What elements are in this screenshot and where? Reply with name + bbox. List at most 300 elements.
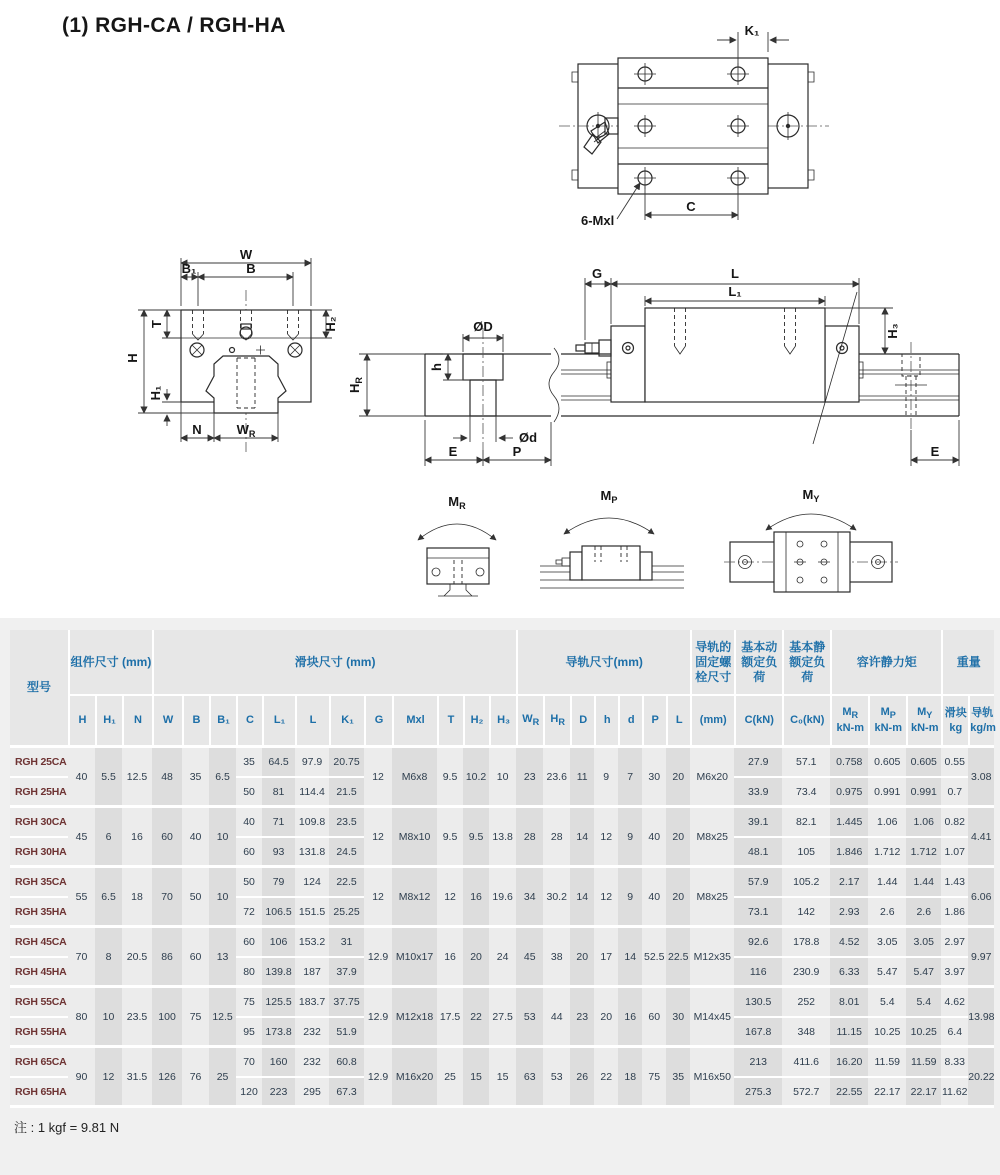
cell-t: 12 (437, 868, 463, 928)
cell-l1: 106.5 (262, 898, 295, 928)
label-w: W (239, 247, 253, 262)
col-rail-p: P (642, 696, 666, 748)
group-block: 滑块尺寸 (mm) (152, 630, 516, 696)
my-symbol: $M_Y$ (917, 705, 933, 720)
cell-p: 52.5 (642, 928, 666, 988)
label-hr: $H_R$ (347, 377, 364, 393)
label-wr: $W_R$ (236, 422, 256, 439)
cell-c_kn: 213 (734, 1048, 782, 1078)
cell-n: 23.5 (122, 988, 152, 1048)
col-rail-l: L (666, 696, 690, 748)
col-c-kn: C(kN) (734, 696, 782, 748)
cell-model: RGH 35HA (10, 898, 68, 928)
cell-w: 86 (152, 928, 182, 988)
col-n: N (122, 696, 152, 748)
cell-c0_kn: 105 (782, 838, 830, 868)
cell-p: 40 (642, 868, 666, 928)
cell-c: 40 (236, 808, 262, 838)
cell-c0_kn: 57.1 (782, 748, 830, 778)
cell-h: 45 (68, 808, 95, 868)
cell-h: 40 (68, 748, 95, 808)
cell-l1: 139.8 (262, 958, 295, 988)
cell-h: 9 (594, 748, 618, 808)
cell-l: 295 (295, 1078, 329, 1108)
cell-c: 80 (236, 958, 262, 988)
cell-d: 26 (570, 1048, 594, 1108)
label-l: L (731, 266, 739, 281)
cell-rail_kg: 9.97 (968, 928, 994, 988)
cell-p: 30 (642, 748, 666, 808)
cell-l1: 93 (262, 838, 295, 868)
cell-mr: 1.846 (830, 838, 868, 868)
cell-model: RGH 45HA (10, 958, 68, 988)
rail-weight-label: 导轨 (971, 706, 994, 719)
cell-n: 16 (122, 808, 152, 868)
cell-wr: 45 (516, 928, 543, 988)
col-b1: B₁ (209, 696, 236, 748)
dim-b-b1 (181, 261, 293, 306)
cell-c0_kn: 411.6 (782, 1048, 830, 1078)
dim-od-small (453, 416, 537, 445)
label-od2: Ød (519, 430, 538, 445)
col-mxl: Mxl (392, 696, 437, 748)
cell-wr: 63 (516, 1048, 543, 1108)
cell-h: 55 (68, 868, 95, 928)
table-row (10, 1048, 994, 1078)
col-h1: H₁ (95, 696, 122, 748)
cell-hr: 38 (543, 928, 570, 988)
cell-l: 20 (666, 868, 690, 928)
cell-my: 2.6 (906, 898, 941, 928)
cell-k1: 51.9 (329, 1018, 364, 1048)
cell-mr: 1.445 (830, 808, 868, 838)
cell-mp: 2.6 (868, 898, 906, 928)
cell-p: 60 (642, 988, 666, 1048)
cell-mxl: M12x18 (392, 988, 437, 1048)
cell-wr: 53 (516, 988, 543, 1048)
cell-t: 9.5 (437, 748, 463, 808)
cell-t: 16 (437, 928, 463, 988)
cell-c: 60 (236, 838, 262, 868)
cell-model: RGH 45CA (10, 928, 68, 958)
label-6mxl: 6-Mxl (581, 213, 615, 228)
group-rail: 导轨尺寸(mm) (516, 630, 690, 696)
cell-mp: 22.17 (868, 1078, 906, 1108)
side-view-diagram (345, 244, 977, 484)
cell-h1: 8 (95, 928, 122, 988)
cell-c: 72 (236, 898, 262, 928)
cell-g: 12.9 (364, 1048, 392, 1108)
cell-mp: 5.4 (868, 988, 906, 1018)
rail-weight-unit: kg/m (970, 721, 996, 734)
cell-h: 70 (68, 928, 95, 988)
cell-my: 1.06 (906, 808, 941, 838)
cell-h1: 6 (95, 808, 122, 868)
dim-e-right (911, 420, 959, 466)
cell-n: 12.5 (122, 748, 152, 808)
col-mr (830, 696, 868, 748)
cell-h3: 19.6 (489, 868, 516, 928)
cell-p: 75 (642, 1048, 666, 1108)
cell-c: 70 (236, 1048, 262, 1078)
moment-diagrams (400, 484, 960, 612)
cell-c_kn: 27.9 (734, 748, 782, 778)
cell-k1: 20.75 (329, 748, 364, 778)
cell-l1: 125.5 (262, 988, 295, 1018)
col-rail-d2: d (618, 696, 642, 748)
col-my (906, 696, 941, 748)
moment-mp (540, 488, 684, 588)
cell-t: 25 (437, 1048, 463, 1108)
cell-l: 20 (666, 748, 690, 808)
col-l: L (295, 696, 329, 748)
cell-c: 50 (236, 868, 262, 898)
cell-mr: 2.93 (830, 898, 868, 928)
cell-c0_kn: 572.7 (782, 1078, 830, 1108)
cell-h3: 24 (489, 928, 516, 988)
cell-g: 12.9 (364, 988, 392, 1048)
cell-c: 95 (236, 1018, 262, 1048)
cell-model: RGH 65CA (10, 1048, 68, 1078)
group-bolt: 导轨的固定螺栓尺寸 (690, 630, 734, 696)
cell-k1: 24.5 (329, 838, 364, 868)
cell-g: 12 (364, 748, 392, 808)
cell-c_kn: 57.9 (734, 868, 782, 898)
cell-mr: 6.33 (830, 958, 868, 988)
cell-l: 187 (295, 958, 329, 988)
block-weight-label: 滑块 (944, 706, 967, 719)
cell-bolt: M8x25 (690, 808, 734, 868)
cell-l: 97.9 (295, 748, 329, 778)
cell-p: 40 (642, 808, 666, 868)
group-assembly: 组件尺寸 (mm) (68, 630, 152, 696)
cell-mp: 10.25 (868, 1018, 906, 1048)
cell-d: 16 (618, 988, 642, 1048)
col-h: H (68, 696, 95, 748)
cell-mp: 1.712 (868, 838, 906, 868)
cell-rail_kg: 20.22 (968, 1048, 994, 1108)
cell-d: 9 (618, 808, 642, 868)
cell-k1: 60.8 (329, 1048, 364, 1078)
dim-t (149, 310, 181, 338)
cell-model: RGH 25CA (10, 748, 68, 778)
cell-l: 183.7 (295, 988, 329, 1018)
table-row (10, 868, 994, 898)
rail-cross-section (206, 356, 286, 413)
dim-h-small (429, 354, 470, 380)
cell-my: 5.4 (906, 988, 941, 1018)
cell-model: RGH 35CA (10, 868, 68, 898)
rail-hole-side (895, 342, 927, 430)
cell-my: 1.44 (906, 868, 941, 898)
cell-h1: 5.5 (95, 748, 122, 808)
mp-symbol: $M_P$ (880, 705, 896, 720)
cell-b: 60 (182, 928, 209, 988)
cell-n: 18 (122, 868, 152, 928)
cell-k1: 37.75 (329, 988, 364, 1018)
cell-c: 75 (236, 988, 262, 1018)
cell-b: 50 (182, 868, 209, 928)
cell-mxl: M8x12 (392, 868, 437, 928)
cell-mr: 0.975 (830, 778, 868, 808)
dim-hr (347, 354, 425, 416)
cell-b1: 25 (209, 1048, 236, 1108)
cell-h: 20 (594, 988, 618, 1048)
cell-b1: 13 (209, 928, 236, 988)
cell-l1: 81 (262, 778, 295, 808)
cell-mr: 8.01 (830, 988, 868, 1018)
cell-hr: 44 (543, 988, 570, 1048)
cell-w: 100 (152, 988, 182, 1048)
cell-mxl: M8x10 (392, 808, 437, 868)
mr-symbol: $M_R$ (842, 705, 859, 720)
cell-bolt: M8x25 (690, 868, 734, 928)
cell-l: 114.4 (295, 778, 329, 808)
cell-n: 31.5 (122, 1048, 152, 1108)
label-mr: $M_R$ (448, 494, 466, 511)
label-od: ØD (473, 319, 493, 334)
cell-bolt: M12x35 (690, 928, 734, 988)
cell-my: 10.25 (906, 1018, 941, 1048)
cell-c0_kn: 252 (782, 988, 830, 1018)
cell-kg: 8.33 (941, 1048, 968, 1078)
block-side-view (576, 308, 863, 402)
cell-mp: 11.59 (868, 1048, 906, 1078)
cell-k1: 31 (329, 928, 364, 958)
cell-d: 23 (570, 988, 594, 1048)
cell-l: 124 (295, 868, 329, 898)
cell-bolt: M6x20 (690, 748, 734, 808)
rail-section-detail (425, 348, 559, 422)
cell-c: 35 (236, 748, 262, 778)
cell-b1: 10 (209, 868, 236, 928)
cell-d: 14 (618, 928, 642, 988)
cell-c_kn: 33.9 (734, 778, 782, 808)
table-row (10, 988, 994, 1018)
cell-model: RGH 30CA (10, 808, 68, 838)
mp-unit: kN-m (874, 722, 902, 735)
cell-mp: 5.47 (868, 958, 906, 988)
cell-k1: 37.9 (329, 958, 364, 988)
cell-kg: 1.07 (941, 838, 968, 868)
cell-hr: 30.2 (543, 868, 570, 928)
cell-rail_kg: 13.98 (968, 988, 994, 1048)
cell-l: 131.8 (295, 838, 329, 868)
cell-kg: 11.62 (941, 1078, 968, 1108)
cell-h: 12 (594, 808, 618, 868)
cell-c_kn: 167.8 (734, 1018, 782, 1048)
label-p: P (512, 444, 522, 459)
cell-l1: 160 (262, 1048, 295, 1078)
cell-wr: 28 (516, 808, 543, 868)
cell-c_kn: 92.6 (734, 928, 782, 958)
cell-c: 120 (236, 1078, 262, 1108)
cell-bolt: M14x45 (690, 988, 734, 1048)
table-row (10, 928, 994, 958)
cell-mr: 16.20 (830, 1048, 868, 1078)
cell-kg: 6.4 (941, 1018, 968, 1048)
cell-c: 50 (236, 778, 262, 808)
label-h2: H₂ (323, 316, 338, 332)
cell-c_kn: 73.1 (734, 898, 782, 928)
dim-h2 (311, 310, 338, 338)
cell-mp: 1.44 (868, 868, 906, 898)
label-mp: $M_P$ (600, 488, 618, 505)
cell-h: 90 (68, 1048, 95, 1108)
label-b: B (246, 261, 256, 276)
cell-b1: 10 (209, 808, 236, 868)
cell-my: 0.605 (906, 748, 941, 778)
cell-h2: 15 (463, 1048, 489, 1108)
label-b1: B₁ (181, 261, 197, 276)
cell-c: 60 (236, 928, 262, 958)
cell-h2: 10.2 (463, 748, 489, 808)
col-model: 型号 (10, 630, 68, 748)
cell-c0_kn: 82.1 (782, 808, 830, 838)
col-l1: L₁ (262, 696, 295, 748)
cell-h2: 22 (463, 988, 489, 1048)
cell-b: 40 (182, 808, 209, 868)
col-rail-weight (968, 696, 994, 748)
group-static-moment: 容许静力矩 (830, 630, 941, 696)
col-t: T (437, 696, 463, 748)
cell-kg: 1.86 (941, 898, 968, 928)
cell-h2: 9.5 (463, 808, 489, 868)
cell-my: 0.991 (906, 778, 941, 808)
col-c0-kn: C₀(kN) (782, 696, 830, 748)
cell-l: 20 (666, 808, 690, 868)
label-l1: L₁ (728, 284, 742, 299)
label-c: C (686, 199, 696, 214)
cell-hr: 53 (543, 1048, 570, 1108)
cell-d: 11 (570, 748, 594, 808)
cell-h1: 10 (95, 988, 122, 1048)
col-h2: H₂ (463, 696, 489, 748)
cell-mxl: M16x20 (392, 1048, 437, 1108)
label-h-small: h (429, 363, 444, 371)
cell-c0_kn: 178.8 (782, 928, 830, 958)
spec-table-section (0, 618, 1000, 1175)
cell-c0_kn: 230.9 (782, 958, 830, 988)
col-hr: $H_R$ (543, 696, 570, 748)
cell-l: 109.8 (295, 808, 329, 838)
cell-my: 22.17 (906, 1078, 941, 1108)
cell-d: 9 (618, 868, 642, 928)
top-view-diagram (553, 22, 835, 234)
footnote: 注 : 1 kgf = 9.81 N (14, 1120, 120, 1135)
cell-c_kn: 130.5 (734, 988, 782, 1018)
cell-k1: 21.5 (329, 778, 364, 808)
cell-l1: 79 (262, 868, 295, 898)
cell-hr: 23.6 (543, 748, 570, 808)
cell-wr: 34 (516, 868, 543, 928)
cell-b1: 12.5 (209, 988, 236, 1048)
cell-k1: 67.3 (329, 1078, 364, 1108)
cell-k1: 25.25 (329, 898, 364, 928)
cell-k1: 22.5 (329, 868, 364, 898)
cell-c_kn: 48.1 (734, 838, 782, 868)
cell-my: 3.05 (906, 928, 941, 958)
group-dynamic-load: 基本动额定负荷 (734, 630, 782, 696)
cell-model: RGH 55CA (10, 988, 68, 1018)
cell-d: 14 (570, 868, 594, 928)
table-row (10, 748, 994, 778)
cell-l: 151.5 (295, 898, 329, 928)
mr-unit: kN-m (836, 722, 864, 735)
cell-h3: 13.8 (489, 808, 516, 868)
cell-c0_kn: 105.2 (782, 868, 830, 898)
cell-n: 20.5 (122, 928, 152, 988)
label-h: H (125, 353, 140, 363)
cell-rail_kg: 3.08 (968, 748, 994, 808)
cell-kg: 4.62 (941, 988, 968, 1018)
moment-mr (418, 494, 496, 596)
cell-rail_kg: 4.41 (968, 808, 994, 868)
col-g: G (364, 696, 392, 748)
cell-my: 1.712 (906, 838, 941, 868)
cell-mr: 0.758 (830, 748, 868, 778)
cell-b: 75 (182, 988, 209, 1048)
cell-w: 126 (152, 1048, 182, 1108)
label-my: $M_Y$ (802, 487, 820, 504)
cell-h: 17 (594, 928, 618, 988)
cell-c_kn: 116 (734, 958, 782, 988)
cell-l1: 173.8 (262, 1018, 295, 1048)
rail-bolt-detail (463, 328, 503, 450)
cell-mp: 1.06 (868, 808, 906, 838)
my-unit: kN-m (910, 722, 939, 735)
cell-model: RGH 30HA (10, 838, 68, 868)
cell-b1: 6.5 (209, 748, 236, 808)
label-g: G (591, 266, 603, 281)
cell-l: 30 (666, 988, 690, 1048)
cell-l: 232 (295, 1048, 329, 1078)
cell-l1: 71 (262, 808, 295, 838)
cell-b: 35 (182, 748, 209, 808)
cell-h2: 20 (463, 928, 489, 988)
cell-c_kn: 39.1 (734, 808, 782, 838)
cell-l1: 64.5 (262, 748, 295, 778)
col-k1: K₁ (329, 696, 364, 748)
cell-kg: 0.7 (941, 778, 968, 808)
cell-mp: 0.605 (868, 748, 906, 778)
cell-h: 22 (594, 1048, 618, 1108)
col-h3: H₃ (489, 696, 516, 748)
label-h1: H₁ (148, 385, 163, 401)
cell-my: 11.59 (906, 1048, 941, 1078)
cell-c0_kn: 142 (782, 898, 830, 928)
cell-mxl: M10x17 (392, 928, 437, 988)
cell-l: 35 (666, 1048, 690, 1108)
cell-mr: 2.17 (830, 868, 868, 898)
cell-c0_kn: 348 (782, 1018, 830, 1048)
page-title: (1) RGH-CA / RGH-HA (62, 14, 286, 37)
cell-g: 12.9 (364, 928, 392, 988)
cell-model: RGH 25HA (10, 778, 68, 808)
cell-w: 70 (152, 868, 182, 928)
cell-h3: 15 (489, 1048, 516, 1108)
cell-g: 12 (364, 808, 392, 868)
col-w: W (152, 696, 182, 748)
cell-t: 9.5 (437, 808, 463, 868)
label-h3: H₃ (885, 323, 900, 339)
table-row (10, 808, 994, 838)
cell-l1: 223 (262, 1078, 295, 1108)
cell-mr: 22.55 (830, 1078, 868, 1108)
label-t: T (149, 320, 164, 328)
cell-mr: 11.15 (830, 1018, 868, 1048)
cell-g: 12 (364, 868, 392, 928)
